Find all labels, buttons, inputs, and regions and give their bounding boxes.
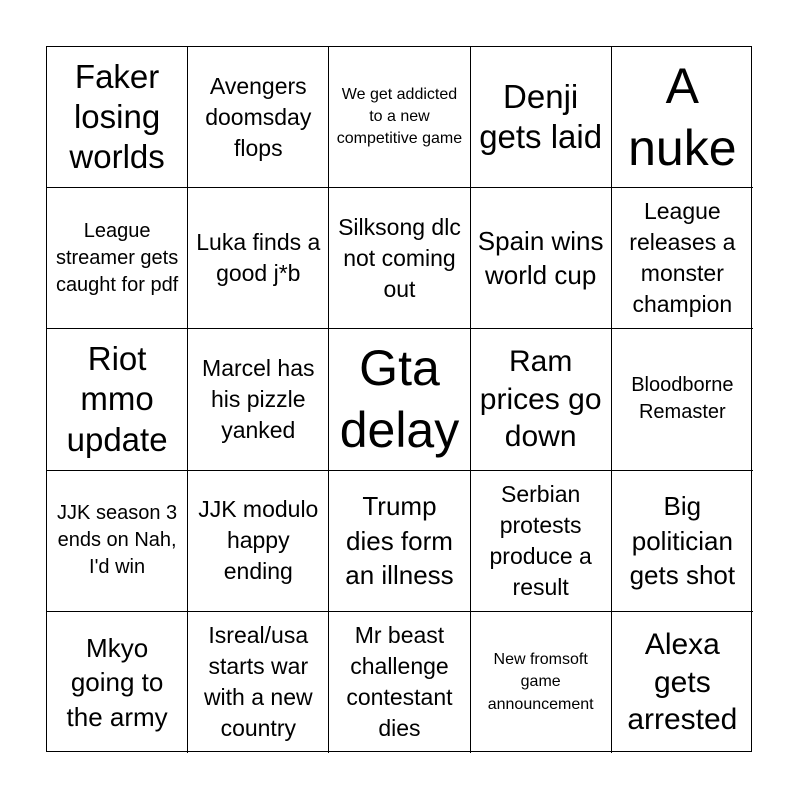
bingo-cell-4-5[interactable] [612,471,753,612]
cell-text: League releases a monster champion [629,198,736,318]
bingo-cell-4-3[interactable] [329,471,470,612]
bingo-board [46,46,752,752]
bingo-cell-3-5[interactable] [612,329,753,470]
bingo-cell-4-4[interactable] [471,471,612,612]
bingo-cell-3-4[interactable] [471,329,612,470]
cell-text: Big politician gets shot [629,491,736,590]
cell-text: Denji gets laid [479,77,603,156]
cell-text: Silksong dlc not coming out [338,213,461,302]
bingo-cell-5-1[interactable] [47,612,188,753]
bingo-cell-5-4[interactable] [471,612,612,753]
cell-text: New fromsoft game announcement [487,650,594,713]
bingo-cell-2-5[interactable] [612,188,753,329]
bingo-cell-1-4[interactable] [471,47,612,188]
cell-text: Mkyo going to the army [66,632,168,732]
bingo-cell-1-3[interactable] [329,47,470,188]
cell-text: Spain wins world cup [477,225,604,291]
bingo-cell-3-2[interactable] [188,329,329,470]
bingo-cell-5-2[interactable] [188,612,329,753]
cell-text: We get addicted to a new competitive game [336,85,463,148]
bingo-cell-3-1[interactable] [47,329,188,470]
cell-text: Isreal/usa starts war with a new country [203,622,313,742]
cell-text: League streamer gets caught for pdf [55,219,179,296]
bingo-cell-1-2[interactable] [188,47,329,188]
cell-text: Faker losing worlds [69,57,165,176]
cell-text: Mr beast challenge contestant dies [346,622,453,742]
bingo-cell-5-5[interactable] [612,612,753,753]
bingo-cell-1-1[interactable] [47,47,188,188]
cell-text: Marcel has his pizzle yanked [202,354,315,443]
cell-text: Luka finds a good j*b [196,229,321,287]
cell-text: Trump dies form an illness [345,491,454,590]
bingo-cell-1-5[interactable] [612,47,753,188]
cell-text: JJK season 3 ends on Nah, I'd win [57,502,178,579]
cell-text: Riot mmo update [66,340,168,458]
cell-text: Serbian protests produce a result [489,480,592,600]
cell-text: Alexa gets arrested [627,628,738,737]
cell-text: A nuke [628,57,737,177]
bingo-cell-4-1[interactable] [47,471,188,612]
cell-text: Ram prices go down [479,345,602,454]
bingo-cell-2-3[interactable] [329,188,470,329]
cell-text: Bloodborne Remaster [631,374,734,424]
cell-text: Avengers doomsday flops [205,72,312,161]
bingo-cell-2-4[interactable] [471,188,612,329]
cell-text: Gta delay [339,339,460,459]
bingo-cell-2-1[interactable] [47,188,188,329]
bingo-cell-2-2[interactable] [188,188,329,329]
bingo-cell-5-3[interactable] [329,612,470,753]
bingo-cell-4-2[interactable] [188,471,329,612]
cell-text: JJK modulo happy ending [198,496,319,585]
bingo-cell-3-3[interactable] [329,329,470,470]
